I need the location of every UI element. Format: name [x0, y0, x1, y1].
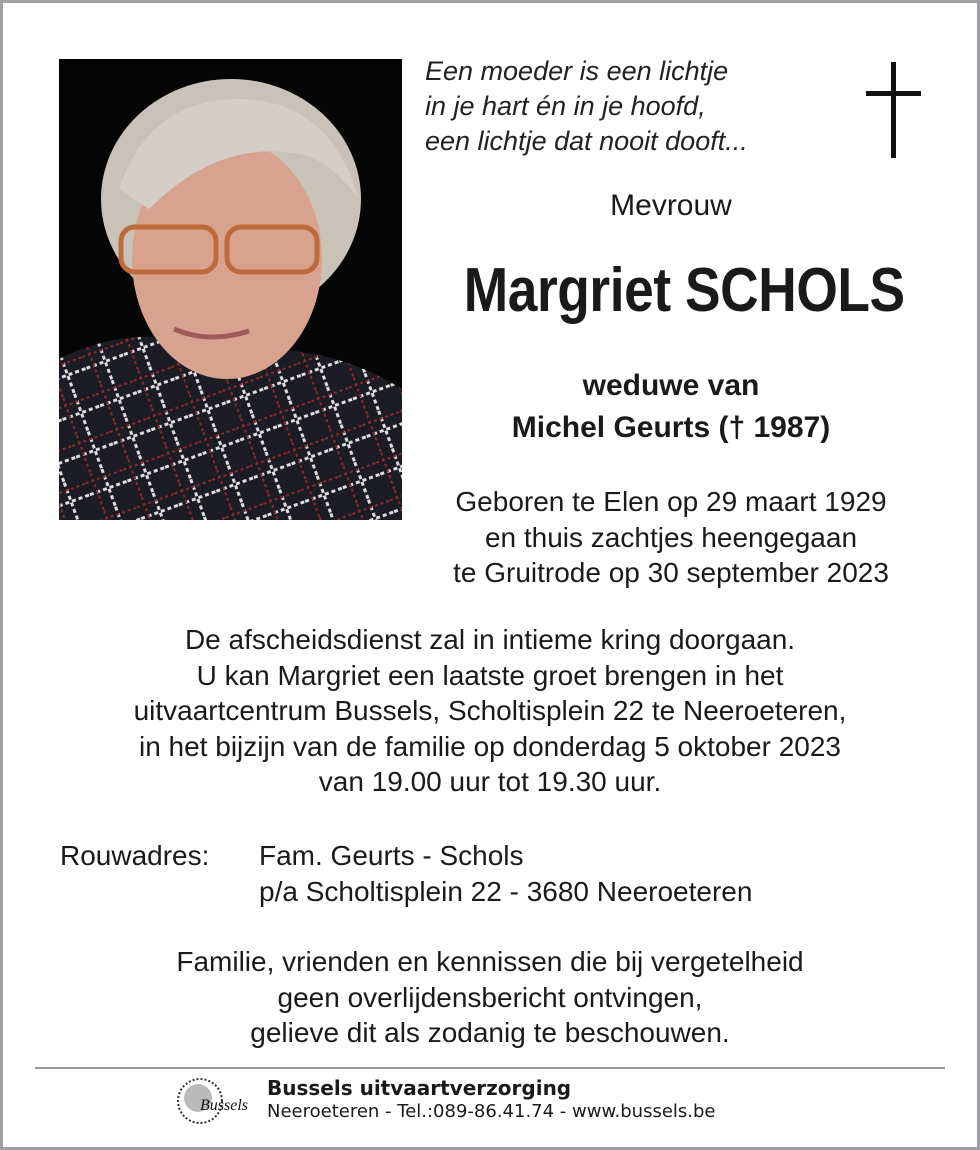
address-label: Rouwadres:	[60, 840, 210, 871]
address-line: p/a Scholtisplein 22 - 3680 Neeroeteren	[259, 875, 753, 907]
service-line: De afscheidsdienst zal in intieme kring doorgaan.	[184, 624, 796, 655]
service-line: uitvaartcentrum Bussels, Scholtisplein 22 te Neeroeteren,	[133, 695, 847, 726]
company-name: Bussels uitvaartverzorging	[267, 1076, 572, 1100]
birth-line: Geboren te Elen op 29 maart 1929	[455, 486, 887, 517]
svg-text:Bussels: Bussels	[200, 1097, 248, 1114]
company-contact: Neeroeteren - Tel.:089-86.41.74 - www.bussels.be	[267, 1101, 716, 1122]
portrait-photo	[59, 59, 402, 520]
cross-icon	[866, 62, 921, 158]
memorial-quote	[425, 54, 748, 159]
notice	[40, 944, 940, 1051]
honorific: Mevrouw	[610, 189, 732, 222]
address-line: Fam. Geurts - Schols	[259, 840, 524, 871]
widow-label: weduwe van	[582, 369, 760, 402]
quote-line: Een moeder is een lichtje	[425, 56, 729, 86]
death-line: en thuis zachtjes heengegaan	[484, 521, 858, 553]
address-value	[259, 838, 752, 909]
deceased-name: Margriet SCHOLS	[463, 256, 905, 325]
notice-line: gelieve dit als zodanig te beschouwen.	[250, 1017, 730, 1048]
death-line: te Gruitrode op 30 september 2023	[453, 557, 889, 588]
service-line: van 19.00 uur tot 19.30 uur.	[318, 766, 662, 797]
notice-line: Familie, vrienden en kennissen die bij vergetelheid	[176, 946, 804, 977]
service-line: in het bijzijn van de familie op donderdag 5 oktober 2023	[138, 730, 842, 762]
quote-line: in je hart én in je hoofd,	[425, 91, 706, 121]
divider	[35, 1067, 945, 1069]
service-info	[40, 622, 940, 800]
quote-line: een lichtje dat nooit dooft...	[425, 126, 748, 156]
spouse-name: Michel Geurts († 1987)	[511, 411, 831, 444]
birth-death-info	[430, 484, 912, 591]
widow-of	[430, 365, 912, 449]
service-line: U kan Margriet een laatste groet brengen in het	[196, 659, 784, 691]
bussels-logo	[176, 1076, 254, 1126]
notice-line: geen overlijdensbericht ontvingen,	[277, 981, 703, 1013]
